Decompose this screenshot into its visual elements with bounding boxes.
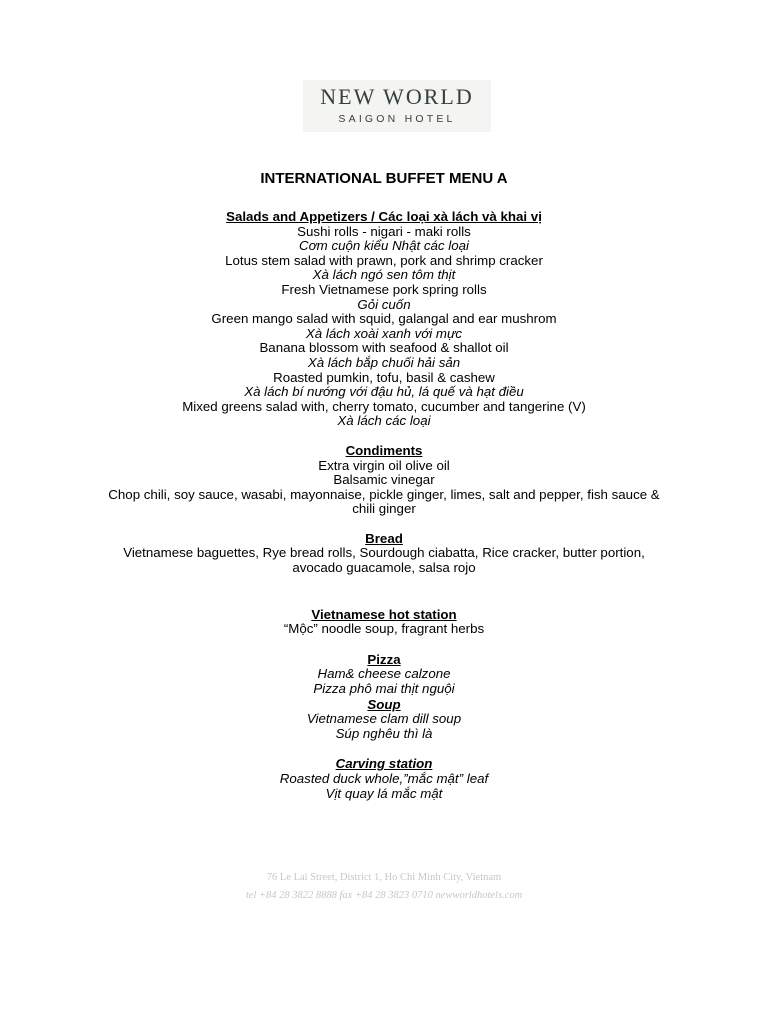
menu-item: Pizza phô mai thịt nguội (313, 681, 455, 697)
menu-item: Xà lách bí nướng với đậu hủ, lá quế và hạt điều (244, 384, 524, 400)
logo-subtitle: SAIGON HOTEL (338, 113, 456, 125)
menu-item: Green mango salad with squid, galangal and ear mushrom (211, 311, 557, 327)
footer-contact: tel +84 28 3822 8888 fax +84 28 3823 0710 newworldhotels.com (245, 890, 523, 901)
menu-item: Ham& cheese calzone (317, 666, 451, 682)
menu-section (0, 698, 768, 742)
menu-item: Súp nghêu thì là (335, 725, 433, 741)
menu-item: Xà lách ngó sen tôm thịt (312, 267, 456, 283)
menu-item: Gỏi cuốn (357, 296, 411, 312)
menu-item: Banana blossom with seafood & shallot oil (259, 340, 509, 356)
menu-item: Lotus stem salad with prawn, pork and shrimp cracker (225, 252, 543, 268)
menu-item: “Mộc” noodle soup, fragrant herbs (283, 621, 485, 637)
menu-item: Balsamic vinegar (333, 472, 435, 488)
menu-item: Roasted duck whole,”mắc mật” leaf (279, 771, 489, 786)
section-heading: Vietnamese hot station (311, 606, 457, 622)
logo-name: NEW WORLD (320, 84, 474, 109)
menu-section (0, 608, 768, 637)
menu-item: Fresh Vietnamese pork spring rolls (281, 281, 487, 297)
menu-section (0, 532, 768, 576)
menu-item: Chop chili, soy sauce, wasabi, mayonnaise, pickle ginger, limes, salt and pepper, fish sauce & (108, 486, 660, 502)
menu-title: INTERNATIONAL BUFFET MENU A (260, 170, 508, 187)
menu-item: Sushi rolls - nigari - maki rolls (297, 223, 471, 239)
section-heading: Condiments (345, 442, 423, 458)
menu-item: chili ginger (352, 501, 416, 517)
menu-item: Vịt quay lá mắc mật (325, 785, 443, 801)
menu-item: Xà lách xoài xanh với mực (305, 325, 463, 341)
menu-item: Xà lách bắp chuối hải sản (307, 354, 461, 370)
menu-item: Extra virgin oil olive oil (318, 457, 450, 473)
menu-item: Mixed greens salad with, cherry tomato, cucumber and tangerine (V) (182, 398, 586, 414)
menu-sections (0, 210, 768, 801)
section-heading: Salads and Appetizers / Các loại xà lách và khai vị (226, 209, 542, 224)
section-heading: Carving station (335, 756, 433, 772)
menu-body (0, 170, 768, 801)
footer-address: 76 Le Lai Street, District 1, Ho Chi Minh City, Vietnam (266, 872, 502, 883)
footer (0, 869, 768, 905)
menu-item: Xà lách các loại (337, 413, 431, 429)
menu-section (0, 210, 768, 429)
menu-item: Vietnamese baguettes, Rye bread rolls, Sourdough ciabatta, Rice cracker, butter portion, (123, 545, 645, 561)
section-heading: Pizza (367, 651, 401, 667)
menu-section (0, 444, 768, 517)
section-heading: Soup (367, 696, 401, 712)
menu-item: Roasted pumkin, tofu, basil & cashew (273, 369, 495, 385)
menu-item: Vietnamese clam dill soup (306, 711, 462, 727)
menu-section (0, 653, 768, 697)
section-heading: Bread (365, 530, 403, 546)
menu-item: Cơm cuộn kiểu Nhật các loại (299, 238, 469, 254)
menu-item: avocado guacamole, salsa rojo (292, 560, 476, 576)
hotel-logo (303, 80, 491, 132)
menu-section (0, 757, 768, 801)
